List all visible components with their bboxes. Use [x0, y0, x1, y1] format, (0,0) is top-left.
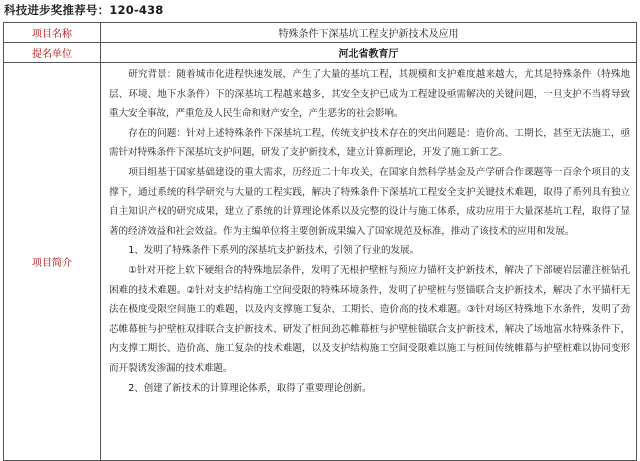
- project-name-label: 项目名称: [4, 23, 101, 43]
- project-intro-cell: [101, 63, 637, 461]
- nominating-unit-row: [4, 43, 637, 63]
- project-intro-label: 项目简介: [4, 63, 101, 461]
- intro-paragraph-problems: 存在的问题：针对上述特殊条件下深基坑工程，传统支护技术存在的突出问题是：造价高、工期长，甚至无法施工，亟需针对特殊条件下深基坑支护问题，研发了支护新技术，建立计算新理论，开发了施工新工艺。: [109, 127, 630, 159]
- intro-paragraph-innovation-1-detail: ①针对开挖上软下硬组合的特殊地层条件，发明了无根护壁桩与预应力锚杆支护新技术，解决了下部硬岩层灌注桩钻孔困难的技术难题。②针对支护结构施工空间受限的特殊环境条件，发明了护壁桩与竖锚联合支护新技术，解决了水平锚杆无法在极度受限空间施工的难题，以及内支撑施工复杂、工期长、造价高的技术难题。③针对场区特殊地下水条件，发明了劲芯帷幕桩与护壁桩双排联合支护新技术、研发了桩间劲芯帷幕桩与护壁桩锚联合支护新技术，解决了场地富水特殊条件下，内支撑工期长、造价高、施工复杂的技术难题，以及支护结构施工空间受限难以施工与桩间传统帷幕与护壁桩难以协同变形而开裂诱发渗漏的技术难题。: [109, 264, 630, 374]
- intro-paragraph-background: 研究背景：随着城市化进程快速发展，产生了大量的基坑工程，其规模和支护难度越来越大，尤其是特殊条件（特殊地层、环境、地下水条件）下的深基坑工程越来越多，其安全支护已成为工程建设亟需解决的关键问题，一旦支护不当将导致重大安全事故，严重危及人民生命和财产安全，产生恶劣的社会影响。: [109, 69, 630, 120]
- project-info-table: [3, 22, 637, 461]
- nomination-header-label: 科技进步奖推荐号：: [4, 3, 110, 17]
- project-intro-row: [4, 63, 637, 461]
- nominating-unit-label: 提名单位: [4, 43, 101, 63]
- project-name-value: 特殊条件下深基坑工程支护新技术及应用: [101, 23, 637, 43]
- intro-paragraph-innovation-2-title: 2、创建了新技术的计算理论体系，取得了重要理论创新。: [128, 382, 372, 394]
- nomination-header: [4, 2, 164, 18]
- intro-paragraph-innovation-1-title: 1、发明了特殊条件下系列的深基坑支护新技术，引领了行业的发展。: [128, 245, 420, 257]
- project-name-row: [4, 23, 637, 43]
- intro-paragraph-overview: 项目组基于国家基础建设的重大需求，历经近二十年攻关，在国家自然科学基金及产学研合作课题等一百余个项目的支撑下，通过系统的科学研究与大量的工程实践，解决了特殊条件下深基坑工程安全支护关键技术难题，取得了系列具有独立自主知识产权的研究成果，建立了系统的计算理论体系以及完整的设计与施工体系，成功应用于大量深基坑工程，取得了显著的经济效益和社会效益。作为主编单位将主要创新成果编入了国家规范及标准，推动了该技术的应用和发展。: [109, 166, 630, 237]
- nomination-number: 120-438: [109, 3, 164, 17]
- project-intro-text: [101, 63, 636, 398]
- nominating-unit-value: 河北省教育厅: [101, 43, 637, 63]
